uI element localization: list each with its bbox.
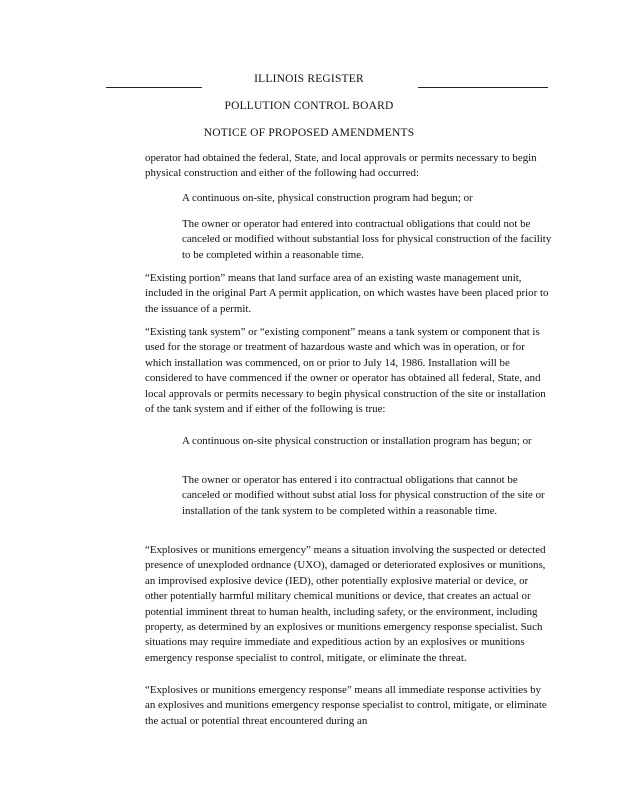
definition-explosives-emergency-response: “Explosives or munitions emergency response” means all immediate response activities by an explosives and munitions emergency response specialist to control, mitigate, or eliminate the actual or potential threat encountered during an: [145, 684, 547, 727]
header-rule-right: [418, 87, 548, 88]
definition-existing-portion: “Existing portion” means that land surface area of an existing waste management unit, included in the original Part A permit application, on which wastes have been placed prior to the issuance of a permit.: [145, 272, 549, 315]
definition-existing-tank-system: “Existing tank system” or “existing component” means a tank system or component that is used for the storage or treatment of hazardous waste and which was in operation, or for which installation was commenced, on or prior to July 14, 1986. Installation will be considered to have commenced if the owner or operator has obtained all federal, State, and local approvals or permits necessary to begin physical construction of the site or installation of the tank system and if either of the following is true:: [145, 326, 546, 416]
board-title: POLLUTION CONTROL BOARD: [224, 100, 394, 112]
notice-title: NOTICE OF PROPOSED AMENDMENTS: [203, 127, 415, 139]
register-title: ILLINOIS REGISTER: [254, 73, 364, 85]
paragraph-operator-continued: operator had obtained the federal, State, and local approvals or permits necessary to begin physical construction and either of the following had occurred:: [145, 152, 537, 180]
subparagraph-installation-program: A continuous on-site physical construction or installation program has begun; or: [182, 435, 532, 447]
definition-explosives-emergency: “Explosives or munitions emergency” means a situation involving the suspected or detected presence of unexploded ordnance (UXO), damaged or deteriorated explosives or munitions, an improvised explosive device (IED), other potentially explosive material or device, or other potentially harmful military chemical munitions or device, that creates an actual or potential imminent threat to human health, including safety, or the environment, including property, as determined by an explosives or munitions emergency response specialist. Such situations may require immediate and expeditious action by an explosives or munitions emergency response specialist to control, mitigate, or eliminate the threat.: [145, 544, 546, 664]
subparagraph-tank-contractual-obligations: The owner or operator has entered i ito contractual obligations that cannot be canceled or modified without subst atial loss for physical construction of the site or installation of the tank system to be completed within a reasonable time.: [182, 474, 545, 517]
subparagraph-continuous-program: A continuous on-site, physical construction program had begun; or: [182, 192, 473, 204]
subparagraph-contractual-obligations: The owner or operator had entered into contractual obligations that could not be canceled or modified without substantial loss for physical construction of the facility to be completed within a reasonable time.: [182, 218, 552, 261]
header-rule-left: [106, 87, 202, 88]
